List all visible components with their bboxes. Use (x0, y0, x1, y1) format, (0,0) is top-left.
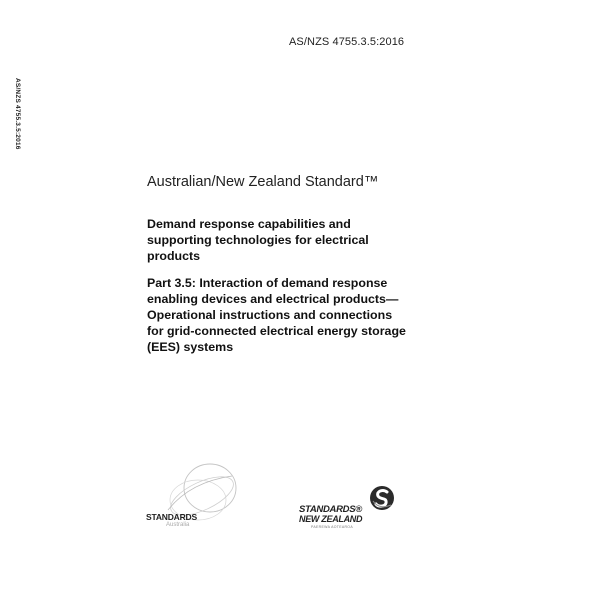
standards-nz-country: NEW ZEALAND (299, 514, 363, 524)
standards-australia-name: STANDARDS (146, 512, 197, 522)
part-title: Part 3.5: Interaction of demand response enabling devices and electrical products—Operational instructions and connections for grid-connected electrical energy storage (EES) systems (147, 276, 406, 354)
standards-nz-tagline: PAEREWA AOTEAROA (311, 525, 353, 529)
document-number: AS/NZS 4755.3.5:2016 (289, 36, 405, 48)
spine-label: AS/NZS 4755.3.5:2016 (14, 78, 21, 150)
title-block (147, 216, 407, 366)
standards-nz-name: STANDARDS® (299, 504, 362, 515)
standards-new-zealand-logo (297, 485, 407, 535)
document-title: Demand response capabilities and supporting technologies for electrical products (147, 217, 369, 263)
standards-australia-logo (140, 462, 245, 534)
standard-type: Australian/New Zealand Standard™ (147, 174, 379, 190)
standards-nz-s-icon (369, 485, 395, 511)
standards-australia-sub: Australia (166, 522, 190, 528)
